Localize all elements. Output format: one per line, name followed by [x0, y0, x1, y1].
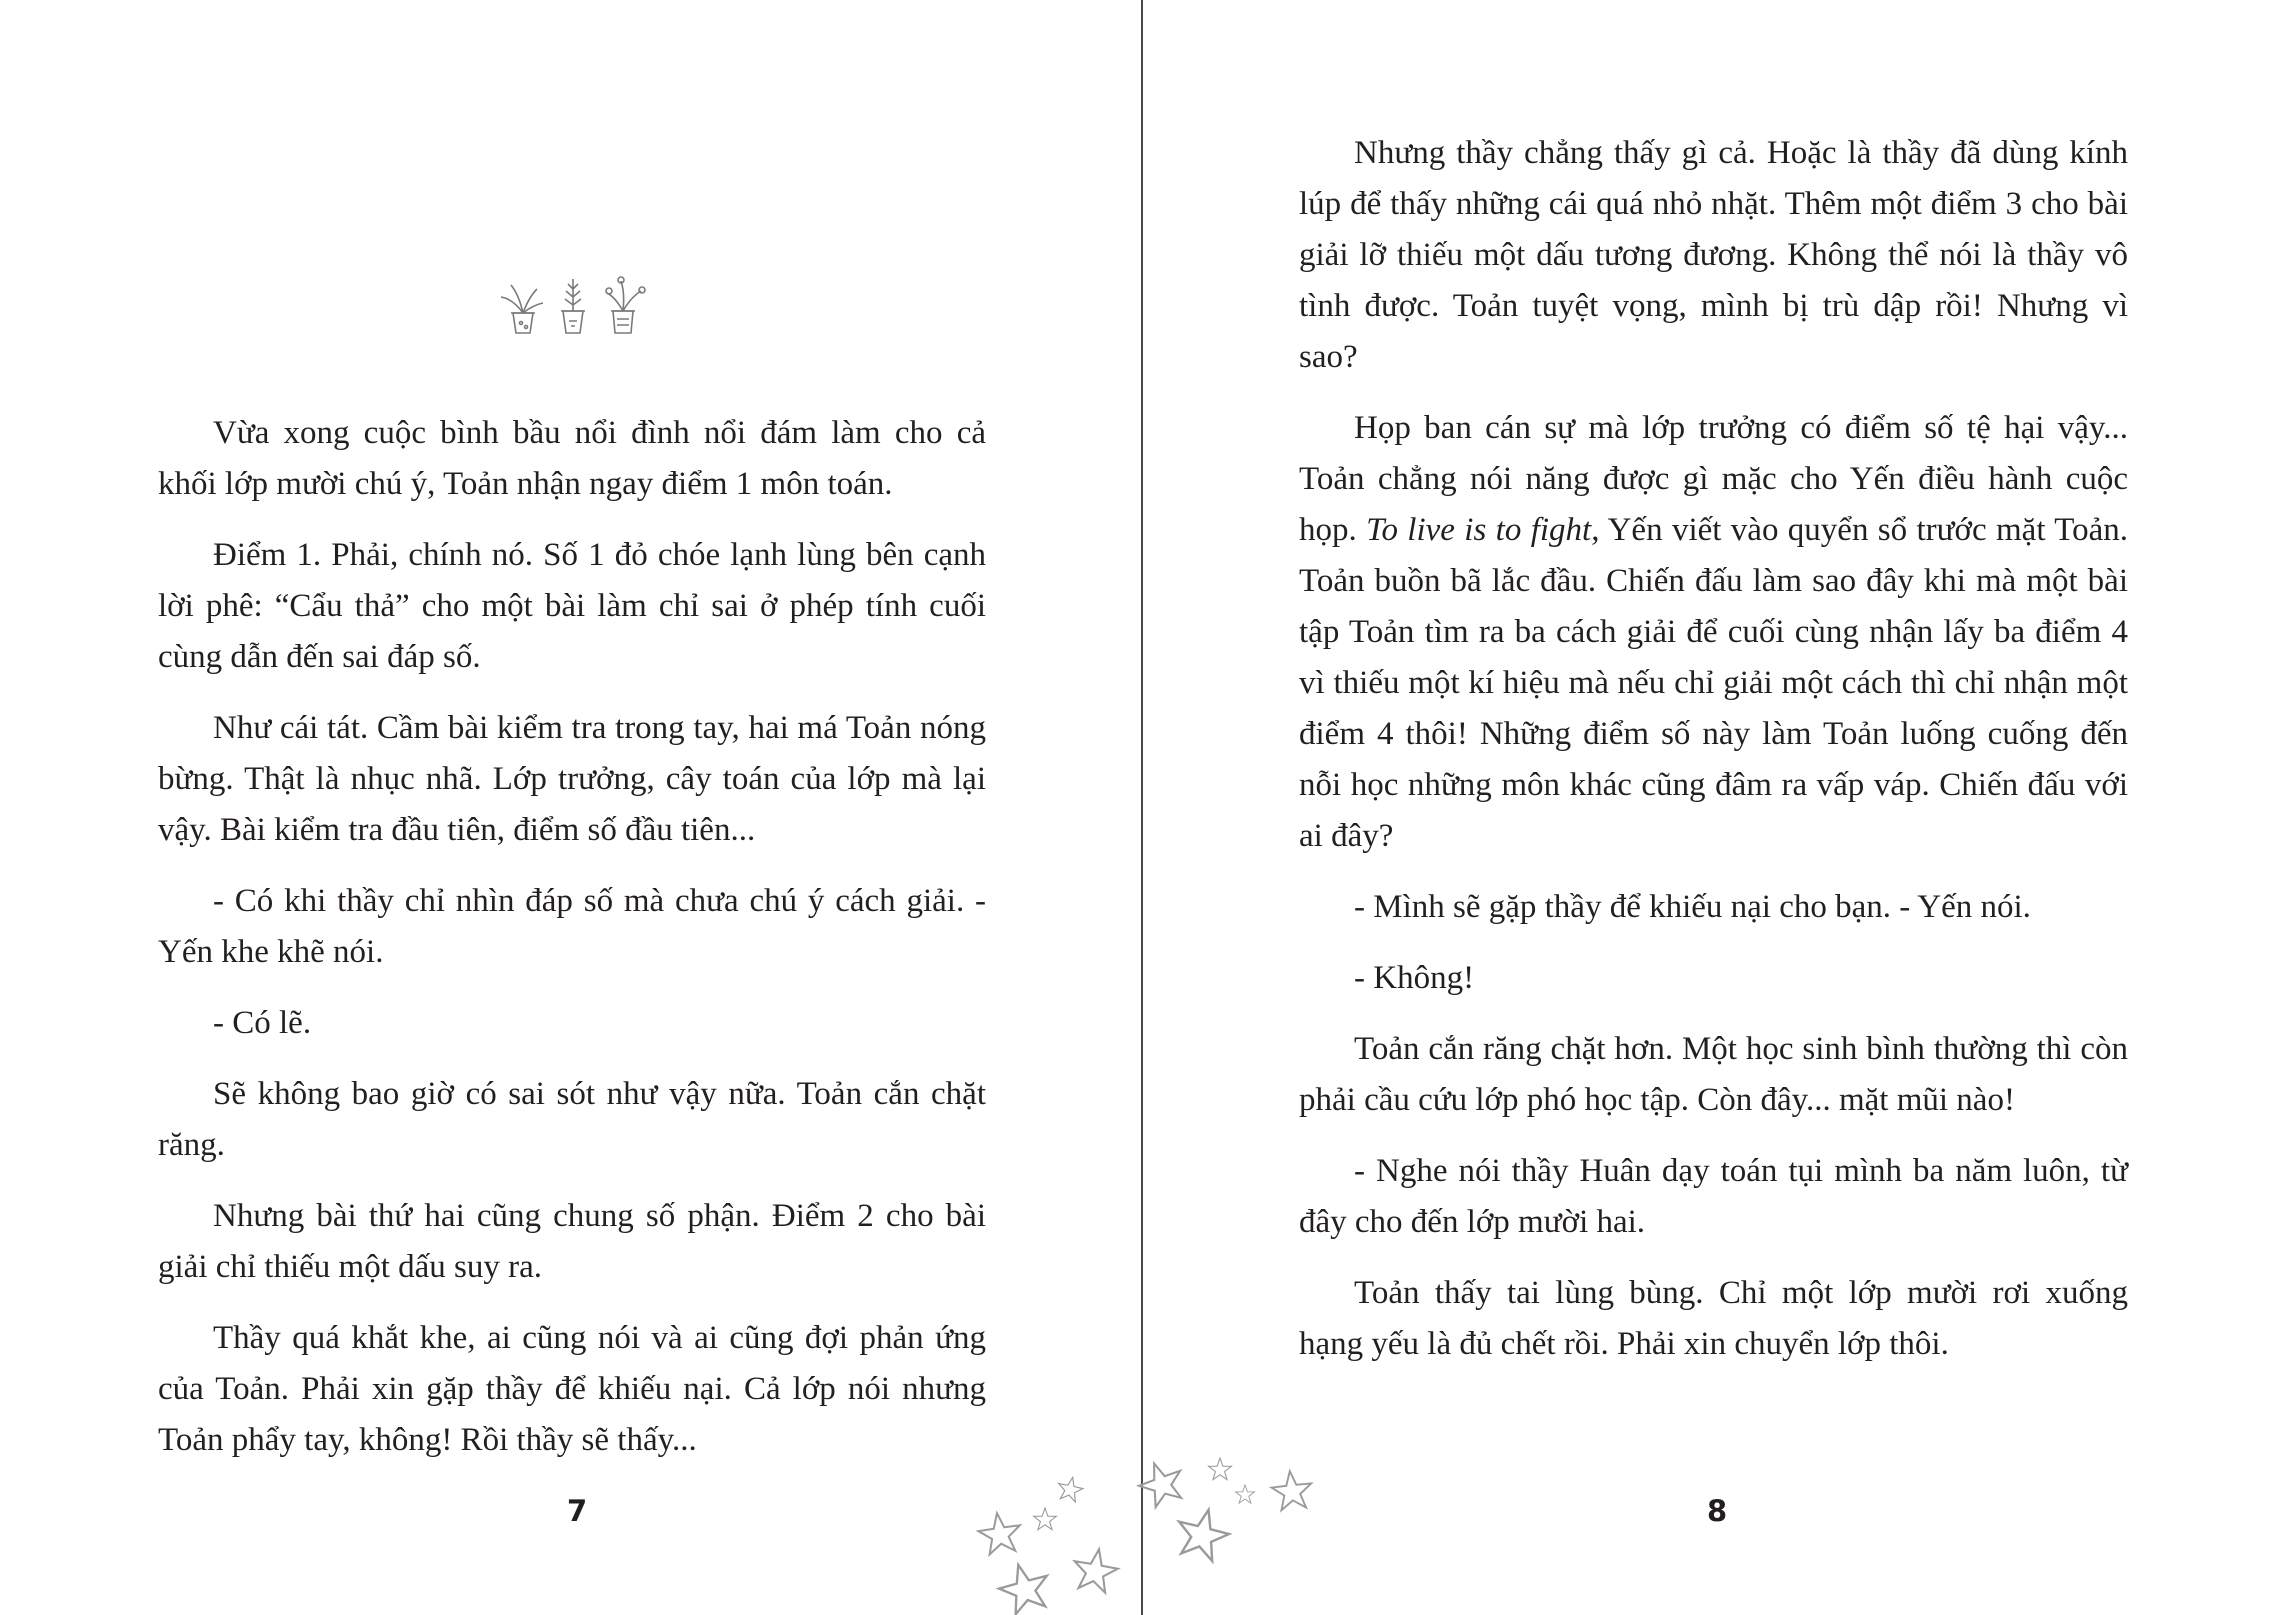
paragraph-text: Họp ban cán sự mà lớp trưởng có điểm số tệ hại vậy... Toản chẳng nói năng được gì mặc cho Yến điều hành cuộc họp.: [1299, 410, 2128, 548]
paragraph-text: , Yến viết vào quyển sổ trước mặt Toản. Toản buồn bã lắc đầu. Chiến đấu làm sao đây khi mà một bài tập Toản tìm ra ba cách giải để cuối cùng nhận lấy ba điểm 4 vì thiếu một kí hiệu mà nếu chỉ giải một cách thì chỉ nhận một điểm 4 thôi! Những điểm số này làm Toản luống cuống đến nỗi học những môn khác cũng đâm ra vấp váp. Chiến đấu với ai đây?: [1299, 512, 2129, 854]
paragraph: Sẽ không bao giờ có sai sót như vậy nữa. Toản cắn chặt răng.: [158, 1076, 986, 1163]
right-text-block: [1299, 128, 2128, 1390]
paragraph: Thầy quá khắt khe, ai cũng nói và ai cũng đợi phản ứng của Toản. Phải xin gặp thầy để khiếu nại. Cả lớp nói nhưng Toản phẩy tay, không! Rồi thầy sẽ thấy...: [158, 1320, 986, 1458]
paragraph: Vừa xong cuộc bình bầu nổi đình nổi đám làm cho cả khối lớp mười chú ý, Toản nhận ngay điểm 1 môn toán.: [158, 415, 986, 502]
paragraph: Như cái tát. Cầm bài kiểm tra trong tay, hai má Toản nóng bừng. Thật là nhục nhã. Lớp trưởng, cây toán của lớp mà lại vậy. Bài kiểm tra đầu tiên, điểm số đầu tiên...: [158, 710, 986, 848]
paragraph: [1299, 403, 2128, 862]
left-page: [0, 0, 1141, 1615]
paragraph: Nhưng bài thứ hai cũng chung số phận. Điểm 2 cho bài giải chỉ thiếu một dấu suy ra.: [158, 1198, 986, 1285]
paragraph: - Không!: [1354, 960, 1475, 996]
stars-decoration-icon: [970, 1450, 1330, 1615]
paragraph: - Nghe nói thầy Huân dạy toán tụi mình ba năm luôn, từ đây cho đến lớp mười hai.: [1299, 1153, 2128, 1240]
paragraph: Điểm 1. Phải, chính nó. Số 1 đỏ chóe lạnh lùng bên cạnh lời phê: “Cẩu thả” cho một bài làm chỉ sai ở phép tính cuối cùng dẫn đến sai đáp số.: [158, 537, 986, 675]
potted-plants-icon: [493, 275, 653, 335]
paragraph: Toản thấy tai lùng bùng. Chỉ một lớp mười rơi xuống hạng yếu là đủ chết rồi. Phải xin chuyển lớp thôi.: [1299, 1275, 2128, 1362]
paragraph: Toản cắn răng chặt hơn. Một học sinh bình thường thì còn phải cầu cứu lớp phó học tập. Còn đây... mặt mũi nào!: [1299, 1031, 2128, 1118]
paragraph: Nhưng thầy chẳng thấy gì cả. Hoặc là thầy đã dùng kính lúp để thấy những cái quá nhỏ nhặt. Thêm một điểm 3 cho bài giải lỡ thiếu một dấu tương đương. Không thể nói là thầy vô tình được. Toản tuyệt vọng, mình bị trù dập rồi! Nhưng vì sao?: [1299, 135, 2128, 375]
page-number: 8: [1707, 1494, 1728, 1528]
right-page: [1143, 0, 2284, 1615]
paragraph: - Có lẽ.: [213, 1005, 312, 1041]
page-number: 7: [567, 1494, 588, 1528]
paragraph: - Có khi thầy chỉ nhìn đáp số mà chưa chú ý cách giải. - Yến khe khẽ nói.: [158, 883, 986, 970]
left-text-block: [158, 408, 986, 1486]
italic-quote: To live is to fight: [1366, 512, 1592, 548]
paragraph: - Mình sẽ gặp thầy để khiếu nại cho bạn. - Yến nói.: [1354, 889, 2031, 925]
